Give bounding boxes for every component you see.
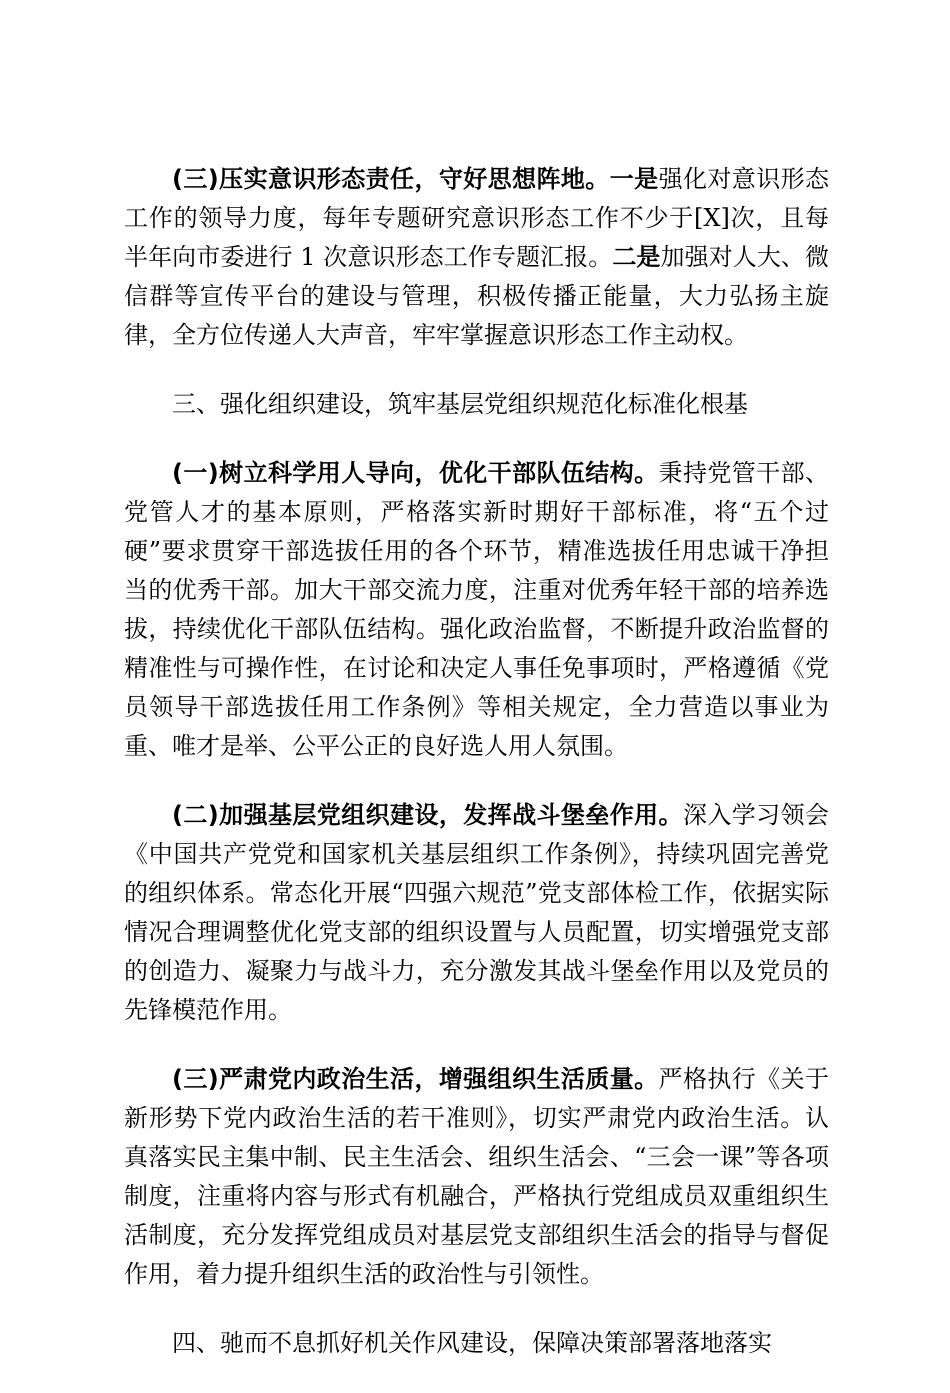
paragraph-lead: (三)严肃党内政治生活，增强组织生活质量。: [172, 1065, 659, 1093]
point-marker-two: 二是: [612, 243, 661, 271]
paragraph-lead: (二)加强基层党组织建设，发挥战斗堡垒作用。: [172, 801, 683, 829]
point-marker-one: 一是: [609, 165, 659, 193]
paragraph-political-life: [124, 1060, 829, 1294]
paragraph-text: 严格执行《关于新形势下党内政治生活的若干准则》，切实严肃党内政治生活。认真落实民主集中制、民主生活会、组织生活会、“三会一课”等各项制度，注重将内容与形式有机融合，严格执行党组成员双重组织生活制度，充分发挥党组成员对基层党支部组织生活会的指导与督促作用，着力提升组织生活的政治性与引领性。: [124, 1065, 830, 1288]
paragraph-text: 强化对意识形态工作的领导力度，每年专题研究意识形态工作不少于[X]次，且每半年向市委进行 1 次意识形态工作专题汇报。: [124, 165, 830, 271]
paragraph-text: 秉持党管干部、党管人才的基本原则，严格落实新时期好干部标准，将“五个过硬”要求贯穿干部选拔任用的各个环节，精准选拔任用忠诚干净担当的优秀干部。加大干部交流力度，注重对优秀年轻干部的培养选拔，持续优化干部队伍结构。强化政治监督，不断提升政治监督的精准性与可操作性，在讨论和决定人事任免事项时，严格遵循《党员领导干部选拔任用工作条例》等相关规定，全力营造以事业为重、唯才是举、公平公正的良好选人用人氛围。: [124, 459, 830, 760]
paragraph-text: 加强对人大、微信群等宣传平台的建设与管理，积极传播正能量，大力弘扬主旋律，全方位传递人大声音，牢牢掌握意识形态工作主动权。: [124, 243, 830, 349]
section-heading-four: 四、驰而不息抓好机关作风建设，保障决策部署落地落实: [172, 1329, 772, 1357]
section-heading-three: 三、强化组织建设，筑牢基层党组织规范化标准化根基: [172, 390, 748, 418]
paragraph-cadre-selection: [124, 454, 829, 766]
paragraph-lead: (一)树立科学用人导向，优化干部队伍结构。: [172, 459, 659, 487]
paragraph-ideology-responsibility: [124, 160, 829, 355]
document-page: [124, 160, 829, 1393]
paragraph-lead: (三)压实意识形态责任，守好思想阵地。: [172, 165, 610, 193]
paragraph-grassroots-organization: [124, 796, 829, 1030]
paragraph-text: 深入学习领会《中国共产党党和国家机关基层组织工作条例》，持续巩固完善党的组织体系。常态化开展“四强六规范”党支部体检工作，依据实际情况合理调整优化党支部的组织设置与人员配置，切实增强党支部的创造力、凝聚力与战斗力，充分激发其战斗堡垒作用以及党员的先锋模范作用。: [124, 801, 830, 1024]
